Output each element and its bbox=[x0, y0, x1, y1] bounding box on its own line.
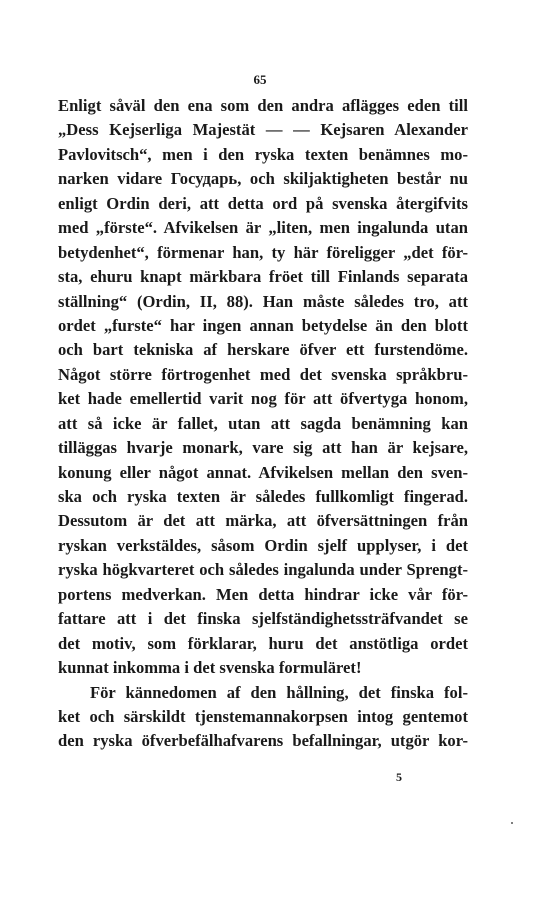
text-line: ställning“ (Ordin, II, 88). Han måste således tro, att bbox=[58, 291, 468, 311]
text-line: fattare att i det finska sjelfständighetssträfvandet se bbox=[58, 609, 468, 629]
text-line: konung eller något annat. Afvikelsen mellan den sven- bbox=[58, 462, 468, 482]
page-number: 65 bbox=[253, 72, 267, 87]
text-line: Dessutom är det att märka, att öfversättningen från bbox=[58, 511, 468, 531]
text-line: sta, ehuru knapt märkbara fröet till Finlands separata bbox=[58, 267, 468, 287]
text-line: att så icke är fallet, utan att sagda benämning kan bbox=[58, 413, 468, 433]
text-line: betydenhet“, förmenar han, ty här föreligger „det för- bbox=[58, 242, 468, 262]
text-line: ryskan verkstäldes, såsom Ordin sjelf upplyser, i det bbox=[58, 535, 468, 555]
paragraph-2 bbox=[58, 681, 468, 754]
text-line: Enligt såväl den ena som den andra aflägges eden till bbox=[58, 96, 468, 115]
paragraph-1 bbox=[58, 94, 468, 681]
text-line: kunnat inkomma i det svenska formuläret! bbox=[58, 658, 362, 678]
text-line: tilläggas hvarje monark, vare sig att han är kejsare, bbox=[58, 438, 468, 458]
signature-mark: 5 bbox=[396, 770, 402, 784]
text-line: Pavlovitsch“, men i den ryska texten benämnes mo- bbox=[58, 144, 468, 164]
text-line: portens medverkan. Men detta hindrar icke vår för- bbox=[58, 584, 468, 604]
text-line: det motiv, som förklarar, huru det anstötliga ordet bbox=[58, 633, 468, 653]
text-line: den ryska öfverbefälhafvarens befallningar, utgör kor- bbox=[58, 731, 468, 751]
text-line: och bart tekniska af herskare öfver ett furstendöme. bbox=[58, 340, 468, 360]
text-line: ordet „furste“ har ingen annan betydelse än den blott bbox=[58, 315, 468, 335]
text-line: ska och ryska texten är således fullkomligt fingerad. bbox=[58, 487, 468, 506]
text-line: Något större förtrogenhet med det svenska språkbru- bbox=[58, 364, 468, 384]
text-line: narken vidare Государь, och skiljaktigheten består nu bbox=[58, 169, 468, 189]
paper-speck bbox=[511, 822, 513, 824]
text-line: ket hade emellertid varit nog för att öfvertyga honom, bbox=[58, 389, 468, 409]
text-line: enligt Ordin deri, att detta ord på svenska återgifvits bbox=[58, 193, 468, 213]
text-line: ryska högkvarteret och således ingalunda under Sprengt- bbox=[58, 560, 468, 580]
text-line: För kännedomen af den hållning, det finska fol- bbox=[90, 682, 468, 702]
text-line: med „förste“. Afvikelsen är „liten, men ingalunda utan bbox=[58, 218, 468, 238]
text-line: ket och särskildt tjenstemannakorpsen intog gentemot bbox=[58, 706, 468, 726]
text-line: „Dess Kejserliga Majestät — — Kejsaren Alexander bbox=[58, 120, 468, 140]
body-text bbox=[58, 94, 468, 754]
